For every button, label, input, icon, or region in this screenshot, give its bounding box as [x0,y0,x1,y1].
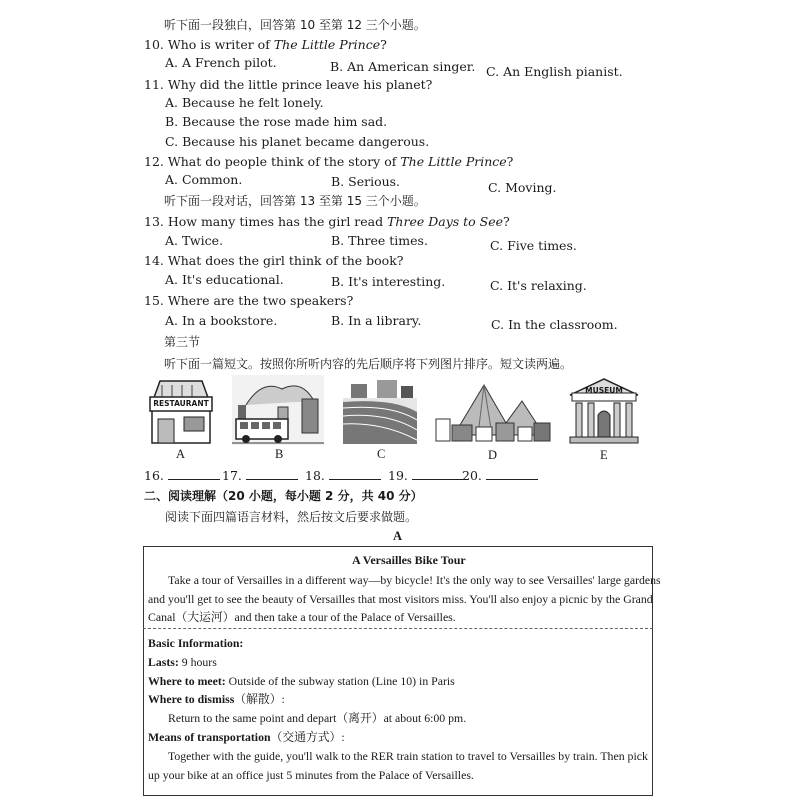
q10-option-a: A. A French pilot. [165,55,277,70]
q12-option-a: A. Common. [165,172,243,187]
q13-option-a: A. Twice. [165,233,223,248]
answer-blank-18[interactable]: 18. [305,467,381,484]
q11-option-a: A. Because he felt lonely. [165,95,324,110]
picture-label-a: A [176,447,186,461]
mountain-town-picture [434,383,552,443]
answer-blank-16[interactable]: 16. [144,467,220,484]
answer-blank-20[interactable]: 20. [462,467,538,484]
dismiss-row: Where to dismiss（解散）: [148,692,285,706]
section-3-instructions: 听下面一篇短文。按照你所听内容的先后顺序将下列图片排序。短文读两遍。 [164,357,573,371]
question-10-stem: 10. Who is writer of The Little Prince? [144,37,387,52]
section-intro-monologue: 听下面一段独白，回答第 10 至第 12 三个小题。 [164,18,426,32]
q14-option-c: C. It's relaxing. [490,278,587,293]
q13-option-b: B. Three times. [331,233,428,248]
q15-option-b: B. In a library. [331,313,422,328]
q14-option-b: B. It's interesting. [331,274,446,289]
dismiss-value: Return to the same point and depart（离开）at about 6:00 pm. [168,711,467,725]
picture-label-b: B [275,447,284,461]
museum-sign-text: MUSEUM [585,386,623,395]
passage-divider [143,628,653,629]
passage-para1-line3: Canal（大运河）and then take a tour of the Palace of Versailles. [148,610,456,624]
q15-option-c: C. In the classroom. [491,317,618,332]
answer-blank-19[interactable]: 19. [388,467,464,484]
question-11-stem: 11. Why did the little prince leave his planet? [144,77,433,92]
picture-label-d: D [488,448,498,462]
q11-option-c: C. Because his planet became dangerous. [165,134,430,149]
q12-option-c: C. Moving. [488,180,557,195]
basic-info-heading: Basic Information: [148,636,244,650]
street-bus-picture [232,375,324,445]
q12-option-b: B. Serious. [331,174,401,189]
means-row: Means of transportation（交通方式）: [148,730,345,744]
museum-picture [568,377,640,445]
q10-option-c: C. An English pianist. [486,64,623,79]
part-2-title: 二、阅读理解（20 小题，每小题 2 分，共 40 分） [144,489,423,503]
picture-label-c: C [377,447,386,461]
answer-blank-17[interactable]: 17. [222,467,298,484]
q11-option-b: B. Because the rose made him sad. [165,114,388,129]
section-3-title: 第三节 [164,335,201,349]
passage-para1-line2: and you'll get to see the beauty of Versailles that most visitors miss. You'll also enjoy a picnic by the Grand [148,592,653,606]
question-12-stem: 12. What do people think of the story of The Little Prince? [144,154,514,169]
means-line1: Together with the guide, you'll walk to the RER train station to travel to Versailles by train. Then pick [168,749,648,763]
running-track-picture [343,378,417,444]
q10-option-b: B. An American singer. [330,59,476,74]
lasts-row: Lasts: 9 hours [148,655,217,669]
part-2-instructions: 阅读下面四篇语言材料，然后按文后要求做题。 [165,510,418,524]
question-13-stem: 13. How many times has the girl read Three Days to See? [144,214,510,229]
picture-label-e: E [600,448,608,462]
question-15-stem: 15. Where are the two speakers? [144,293,354,308]
restaurant-picture [148,375,214,445]
passage-title: A Versailles Bike Tour [352,553,466,567]
q14-option-a: A. It's educational. [165,272,284,287]
passage-letter: A [393,529,403,543]
section-intro-dialogue: 听下面一段对话，回答第 13 至第 15 三个小题。 [164,194,426,208]
passage-para1-line1: Take a tour of Versailles in a different way—by bicycle! It's the only way to see Versailles' large gardens [168,573,661,587]
means-line2: up your bike at an office just 5 minutes from the Palace of Versailles. [148,768,474,782]
meet-row: Where to meet: Outside of the subway station (Line 10) in Paris [148,674,455,688]
q15-option-a: A. In a bookstore. [165,313,278,328]
q13-option-c: C. Five times. [490,238,577,253]
question-14-stem: 14. What does the girl think of the book? [144,253,404,268]
restaurant-sign-text: RESTAURANT [153,399,209,408]
